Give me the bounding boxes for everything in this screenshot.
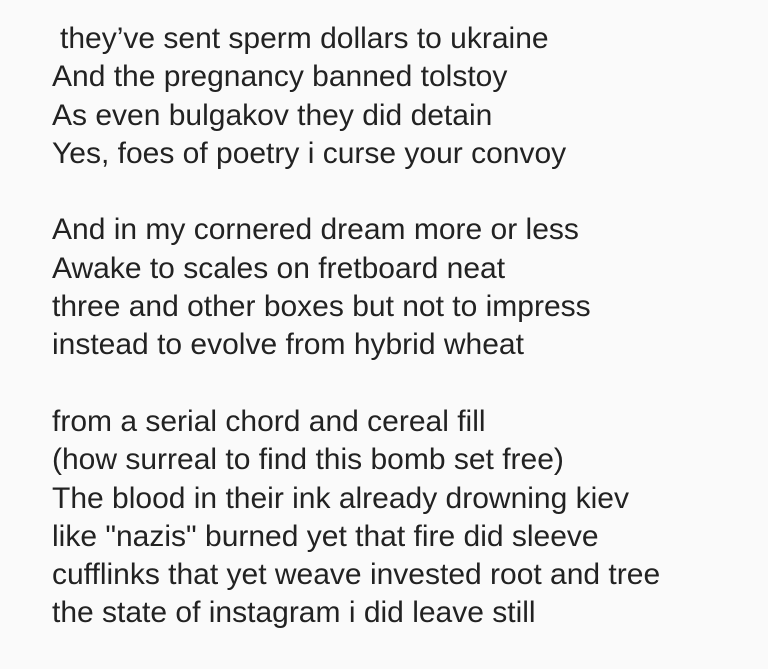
poem-line: like "nazis" burned yet that fire did sleeve: [52, 519, 599, 553]
stanza-1: [52, 20, 752, 173]
poem-line: (how surreal to find this bomb set free): [52, 443, 564, 477]
poem-line: they’ve sent sperm dollars to ukraine: [60, 22, 549, 55]
poem-text: [52, 20, 752, 633]
poem-line: And the pregnancy banned tolstoy: [52, 60, 508, 94]
poem-line: Awake to scales on fretboard neat: [52, 251, 506, 285]
poem-line: the state of instagram i did leave still: [52, 596, 536, 630]
poem-line: And in my cornered dream more or less: [52, 213, 579, 247]
poem-line: instead to evolve from hybrid wheat: [52, 328, 524, 362]
poem-line: three and other boxes but not to impress: [52, 290, 591, 324]
stanza-2: [52, 211, 752, 364]
poem-line: The blood in their ink already drowning kiev: [52, 481, 629, 515]
poem-line: As even bulgakov they did detain: [52, 98, 493, 132]
poem-line: Yes, foes of poetry i curse your convoy: [52, 136, 567, 170]
poem-line: from a serial chord and cereal fill: [52, 404, 486, 438]
poem-line: cufflinks that yet weave invested root and tree: [52, 558, 661, 592]
stanza-3: [52, 403, 752, 633]
